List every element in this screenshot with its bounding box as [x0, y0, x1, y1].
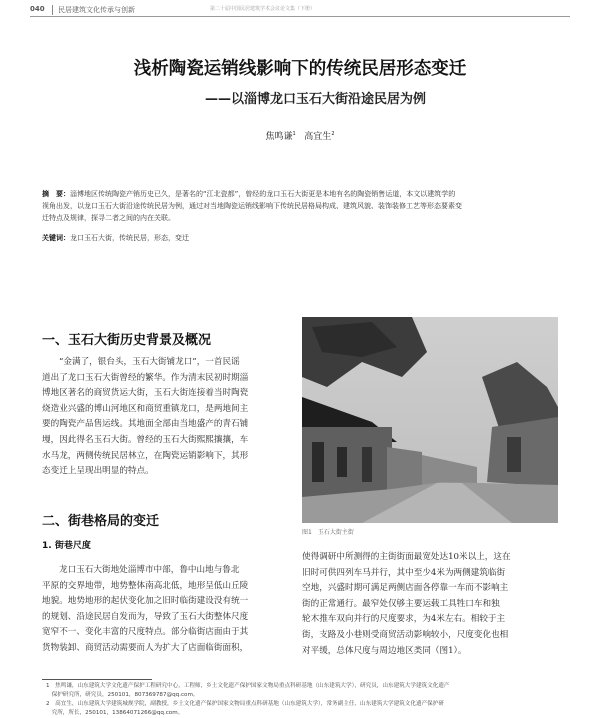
text-line: 地貌。地势地形的起伏变化加之旧时临街建设没有统一: [42, 596, 249, 607]
section-heading: 一、玉石大街历史背景及概况: [42, 333, 212, 348]
abstract-line: 淄博地区传统陶瓷产销历史已久，是著名的“江北瓷都”，曾经的龙口玉石大街更是本地有名的陶瓷销售运道，本文以建筑学的: [70, 190, 456, 198]
text-line: 水马龙，两侧传统民居林立，在陶瓷运销影响下，其形: [42, 450, 249, 461]
section2-body-left: [42, 563, 292, 657]
street-photo: [302, 317, 558, 523]
keywords-label: 关键词：: [42, 234, 70, 242]
figure-caption: 图1 玉石大街主街: [302, 529, 354, 536]
text-line: 使得调研中所测得的主街街面最宽处达10米以上，这在: [302, 552, 511, 562]
text-line: 旧时可供四列车马并行，其中至少4米为两侧建筑临街: [302, 567, 506, 578]
section2-body-right: [302, 550, 558, 659]
page-number: 040: [30, 5, 45, 13]
author-name: 高宜生: [304, 132, 332, 142]
text-line: 博地区著名的商贸货运大街，玉石大街连接着当时陶瓷: [42, 388, 249, 399]
footnote-rule: [42, 679, 152, 680]
text-line: “金满了，银台头，玉石大街铺龙口”，一首民谣: [59, 357, 240, 367]
section1-body: [42, 355, 292, 480]
subsection-heading: 1. 街巷尺度: [42, 541, 91, 551]
abstract-line: 迁特点及规律，探寻二者之间的内在关联。: [42, 214, 175, 222]
paper-title: 浅析陶瓷运销线影响下的传统民居形态变迁: [133, 59, 467, 79]
section-heading: 二、街巷格局的变迁: [42, 514, 160, 529]
text-line: 平原的交界地带，地势整体南高北低，地形呈低山丘陵: [42, 580, 249, 591]
author-list: [0, 129, 600, 142]
abstract-label: 摘 要：: [42, 190, 70, 198]
keywords-text: 龙口玉石大街，传统民居，形态，变迁: [70, 234, 189, 242]
text-line: 对平缓，总体尺度与周边地区类同（图1）。: [302, 645, 467, 656]
text-line: 烧造业兴盛的博山河地区和商贸重镇龙口，是两地间主: [42, 403, 249, 414]
abstract-line: 视角出发，以龙口玉石大街沿途传统民居为例，通过对当地陶瓷运销线影响下传统民居格局构成、建筑风貌、装饰装修工艺等形态要素变: [42, 202, 462, 210]
text-line: 街，支路及小巷则受商贸活动影响较小，尺度变化也相: [302, 629, 509, 640]
author-name: 焦鸣谦: [265, 132, 293, 142]
author-mark: 1: [292, 131, 296, 137]
text-line: 态变迁上呈现出明显的特点。: [42, 466, 154, 477]
keywords: [42, 233, 189, 243]
footnote: 究所，所长，250101，13864071266@qq.com。: [46, 710, 184, 716]
journal-name: 民居建筑文化传承与创新: [52, 5, 135, 15]
abstract: [42, 188, 562, 224]
text-line: 街的正常通行。最窄处仅够主要运载工具牲口车和独: [302, 598, 500, 609]
footnote: 2 高宜生，山东建筑大学建筑城规学院，副教授，乡土文化遗产保护国家文物局重点科研基地（山东建筑大学），常务副主任，山东建筑大学建筑文化遗产保护研: [46, 701, 444, 707]
text-line: 墁，因此得名玉石大街。曾经的玉石大街熙熙攘攘，车: [42, 434, 249, 445]
paper-subtitle: ——以淄博龙口玉石大街沿途民居为例: [205, 92, 427, 107]
text-line: 空地，兴盛时期可满足两侧店面各停靠一车而不影响主: [302, 583, 509, 594]
text-line: 轮木推车双向并行的尺度要求，为4米左右。相较于主: [302, 614, 506, 625]
footnote: 1 焦鸣谦，山东建筑大学文化遗产保护工程研究中心，工程师，乡土文化遗产保护国家文物局重点科研基地（山东建筑大学），研究员，山东建筑大学建筑文化遗产: [46, 683, 450, 689]
text-line: 龙口玉石大街地处淄博市中部，鲁中山地与鲁北: [59, 565, 240, 575]
text-line: 货物装卸、商贸活动需要而人为扩大了店面临街面积，: [42, 642, 249, 653]
header-rule: [30, 16, 570, 17]
text-line: 宽窄不一、变化丰富的尺度特点。部分临街店面由于其: [42, 627, 249, 638]
volume-info: 第二十届中国民居建筑学术会议论文集（下册）: [210, 6, 316, 12]
footnote: 保护研究所，研究员，250101，807369787@qq.com。: [46, 692, 199, 698]
author-mark: 2: [331, 131, 335, 137]
text-line: 道出了龙口玉石大街曾经的繁华。作为清末民初时期淄: [42, 372, 249, 383]
text-line: 要的陶瓷产品售运线。其地面全部由当地盛产的青石铺: [42, 419, 249, 430]
text-line: 的规划、沿途民居自发而为，导致了玉石大街整体尺度: [42, 611, 249, 622]
